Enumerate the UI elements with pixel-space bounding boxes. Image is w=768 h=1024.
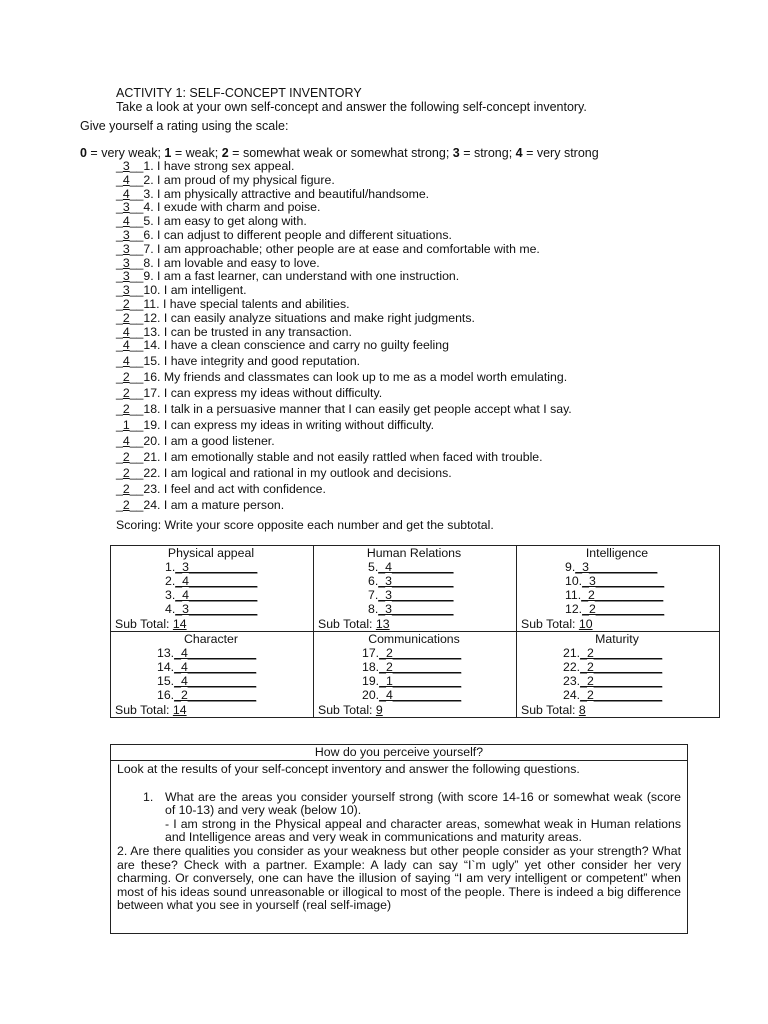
inventory-item [116,215,572,229]
inventory-item [116,270,572,284]
item-text: _ [116,310,123,325]
category-line [318,574,510,588]
item-score-line: _3__________ [582,574,665,588]
subtotal [521,703,713,717]
scale-text: = strong; [459,146,516,160]
item-number: 18. [362,660,380,674]
item-text: __4. I exude with charm and poise. [129,200,321,215]
subtotal-value: 10 [578,617,593,631]
inventory-item [116,449,572,465]
item-score: 3 [122,200,130,215]
item-number: 4. [165,602,176,616]
item-number: 6. [368,574,379,588]
category-line [115,588,307,602]
item-score: 2 [122,310,130,325]
item-text: __23. I feel and act with confidence. [129,482,326,497]
category-cell [517,632,720,718]
item-number: 12. [565,602,583,616]
item-text: _ [116,214,123,229]
item-text: _ [116,283,123,298]
item-number: 11. [565,588,582,602]
question-1-answer: - I am strong in the Physical appeal and character areas, somewhat weak in Human relations and Intelligence areas and very weak in communications and maturity areas. [165,816,681,845]
inventory-item [116,369,572,385]
item-score-line: _1__________ [379,674,462,688]
category-name: Human Relations [366,546,462,560]
item-score-line: _2__________ [174,688,257,702]
inventory-item [116,201,572,215]
item-text: __17. I can express my ideas without difficulty. [129,386,383,401]
item-score: 4 [122,354,130,369]
item-number: 14. [157,660,175,674]
item-score: 2 [122,402,130,417]
item-text: __7. I am approachable; other people are at ease and comfortable with me. [129,241,540,256]
item-score: 2 [122,370,130,385]
item-text: _ [116,172,123,187]
inventory-item [116,417,572,433]
item-score-line: _4__________ [174,660,257,674]
category-line [318,588,510,602]
perceive-heading: How do you perceive yourself? [111,745,687,761]
category-line [521,602,713,616]
subtotal-value: 8 [578,703,586,717]
item-score-line: _2__________ [581,588,664,602]
inventory-item [116,257,572,271]
item-text: __6. I can adjust to different people and different situations. [129,227,452,242]
item-number: 2. [165,574,176,588]
scale-value: 1 [164,146,172,160]
subtotal [115,617,307,631]
subtotal-value: 13 [375,617,390,631]
category-line [521,560,713,574]
item-text: __13. I can be trusted in any transaction. [129,324,352,339]
subtotal-value: 14 [172,703,187,717]
item-number: 20. [362,688,380,702]
scale-text: = somewhat weak or somewhat strong; [228,146,453,160]
item-score: 2 [122,450,130,465]
item-text: __22. I am logical and rational in my outlook and decisions. [129,466,452,481]
item-score-line: _2__________ [580,674,663,688]
item-text: _ [116,324,123,339]
category-line [521,688,713,702]
inventory-item [116,229,572,243]
question-2-text: 2. Are there qualities you consider as your weakness but other people consider as your strength? What are these? Check with a partner. Example: A lady can say “I`m ugly” yet other consider her very charming. Or conversely, one can have the illusion of saying “I am very intelligent or competent” when most of his ideas sound unreasonable or illogical to most of the people. There is indeed a big difference between what you see in yourself (real self-image) [117,843,681,913]
category-line [318,646,510,660]
category-line [521,646,713,660]
category-line [318,602,510,616]
item-text: _ [116,482,123,497]
score-table-row [111,546,720,632]
question-1 [117,791,681,845]
item-text: __2. I am proud of my physical figure. [129,172,335,187]
item-number: 17. [362,646,380,660]
scale-value: 2 [221,146,229,160]
category-line [115,660,307,674]
item-score: 3 [122,159,130,173]
inventory-items [116,160,572,513]
inventory-item [116,339,572,353]
item-score-line: _4__________ [174,674,257,688]
item-text: _ [116,354,123,369]
item-score-line: _2__________ [582,602,665,616]
category-line [521,674,713,688]
item-text: _ [116,498,123,513]
inventory-item [116,284,572,298]
subtotal-value: 14 [172,617,187,631]
item-text: _ [116,227,123,242]
inventory-item [116,160,572,174]
item-score: 3 [122,227,130,242]
subtotal-label: Sub Total: [115,617,173,631]
item-score-line: _4__________ [174,646,257,660]
item-text: _ [116,255,123,270]
item-text: _ [116,200,123,215]
category-line [521,574,713,588]
scale-value: 3 [452,146,460,160]
item-text: _ [116,402,123,417]
item-text: __1. I have strong sex appeal. [129,159,295,173]
category-line [318,660,510,674]
item-score: 1 [122,418,130,433]
item-number: 10. [565,574,583,588]
inventory-item [116,174,572,188]
subtotal-label: Sub Total: [115,703,173,717]
item-number: 1. [165,560,176,574]
perceive-box [110,744,688,934]
item-score: 3 [122,241,130,256]
item-score: 2 [122,498,130,513]
item-text: __12. I can easily analyze situations and make right judgments. [129,310,475,325]
item-text: _ [116,386,123,401]
item-text: __3. I am physically attractive and beautiful/handsome. [129,186,430,201]
item-text: __20. I am a good listener. [129,434,275,449]
category-cell [517,546,720,632]
category-line [318,560,510,574]
item-score: 4 [122,214,130,229]
item-score-line: _2__________ [580,688,663,702]
item-score: 3 [122,269,130,284]
item-score-line: _2__________ [379,646,462,660]
item-text: _ [116,269,123,284]
category-line [115,674,307,688]
inventory-item [116,385,572,401]
perceive-body [111,761,687,913]
item-text: _ [116,241,123,256]
item-number: 5. [368,560,379,574]
subtotal [115,703,307,717]
scale-text: = very strong [522,146,599,160]
item-score: 2 [122,296,130,311]
item-score: 2 [122,466,130,481]
scale-text: = very weak; [86,146,165,160]
category-line [521,660,713,674]
category-name: Intelligence [585,546,649,560]
item-score: 4 [122,324,130,339]
item-text: __8. I am lovable and easy to love. [129,255,320,270]
subtotal-label: Sub Total: [318,617,376,631]
item-score-line: _3__________ [575,560,658,574]
item-number: 19. [362,674,380,688]
scale-text: = weak; [171,146,222,160]
item-number: 13. [157,646,175,660]
item-text: _ [116,296,123,311]
item-number: 3. [165,588,176,602]
item-text: __18. I talk in a persuasive manner that I can easily get people accept what I say. [129,402,572,417]
question-1-number: 1. [143,789,154,804]
category-cell [314,632,517,718]
scoring-instructions: Scoring: Write your score opposite each number and get the subtotal. [116,518,494,532]
item-score-line: _3_________ [378,602,454,616]
item-score: 4 [122,434,130,449]
inventory-item [116,353,572,369]
activity-title: ACTIVITY 1: SELF-CONCEPT INVENTORY [116,86,362,100]
item-score-line: _3_________ [378,574,454,588]
item-number: 23. [563,674,581,688]
item-number: 16. [157,688,175,702]
item-text: _ [116,434,123,449]
category-cell [111,632,314,718]
category-line [115,574,307,588]
score-table-row [111,632,720,718]
subtotal-label: Sub Total: [318,703,376,717]
item-score-line: _2__________ [580,646,663,660]
item-number: 22. [563,660,581,674]
item-score: 3 [122,283,130,298]
inventory-item [116,298,572,312]
intro-line-2: Give yourself a rating using the scale: [80,119,289,133]
item-score: 2 [122,386,130,401]
inventory-item [116,312,572,326]
item-text: _ [116,370,123,385]
item-score-line: _4__________ [175,588,258,602]
inventory-item [116,465,572,481]
item-text: __24. I am a mature person. [129,498,285,513]
subtotal [318,617,510,631]
category-cell [314,546,517,632]
subtotal-value: 9 [375,703,383,717]
item-text: __16. My friends and classmates can look up to me as a model worth emulating. [129,370,568,385]
rating-scale [80,146,599,160]
item-score-line: _3__________ [175,602,258,616]
subtotal [521,617,713,631]
item-text: __15. I have integrity and good reputation. [129,354,361,369]
item-score: 4 [122,186,130,201]
category-name: Communications [368,632,460,646]
inventory-item [116,401,572,417]
subtotal-label: Sub Total: [521,703,579,717]
item-number: 21. [563,646,581,660]
category-line [318,674,510,688]
category-name: Character [184,632,238,646]
category-name: Physical appeal [167,546,255,560]
item-score-line: _3__________ [175,560,258,574]
item-number: 8. [368,602,379,616]
item-text: __11. I have special talents and abilities. [129,296,350,311]
item-score-line: _4__________ [175,574,258,588]
item-text: __14. I have a clean conscience and carry no guilty feeling [129,338,449,353]
scale-value: 4 [515,146,523,160]
intro-line-1: Take a look at your own self-concept and answer the following self-concept inventory. [116,100,587,114]
inventory-item [116,433,572,449]
item-score-line: _2__________ [379,660,462,674]
category-line [521,588,713,602]
subtotal [318,703,510,717]
category-name: Maturity [595,632,639,646]
inventory-item [116,243,572,257]
item-text: __10. I am intelligent. [129,283,247,298]
item-text: __9. I am a fast learner, can understand with one instruction. [129,269,460,284]
item-text: _ [116,466,123,481]
item-number: 7. [368,588,379,602]
item-score: 4 [122,338,130,353]
item-number: 9. [565,560,576,574]
item-score: 4 [122,172,130,187]
item-score-line: _4_________ [378,560,454,574]
subtotal-label: Sub Total: [521,617,579,631]
item-number: 15. [157,674,175,688]
item-text: _ [116,450,123,465]
category-line [115,646,307,660]
item-score: 3 [122,255,130,270]
item-text: _ [116,338,123,353]
item-text: _ [116,186,123,201]
inventory-item [116,481,572,497]
item-score: 2 [122,482,130,497]
item-text: __19. I can express my ideas in writing without difficulty. [129,418,435,433]
inventory-item [116,188,572,202]
item-score-line: _3_________ [378,588,454,602]
scale-value: 0 [80,146,87,160]
question-1-text: What are the areas you consider yourself strong (with score 14-16 or somewhat weak (score of 10-13) and very weak (below 10). [165,789,681,818]
item-number: 24. [563,688,581,702]
category-line [318,688,510,702]
item-text: _ [116,159,123,173]
score-table [110,545,720,718]
item-score-line: _2__________ [580,660,663,674]
item-score-line: _4__________ [379,688,462,702]
inventory-item [116,326,572,340]
category-line [115,560,307,574]
inventory-item [116,497,572,513]
category-cell [111,546,314,632]
category-line [115,688,307,702]
perceive-intro: Look at the results of your self-concept inventory and answer the following questions. [117,762,580,776]
item-text: _ [116,418,123,433]
item-text: __5. I am easy to get along with. [129,214,307,229]
category-line [115,602,307,616]
item-text: __21. I am emotionally stable and not easily rattled when faced with trouble. [129,450,543,465]
